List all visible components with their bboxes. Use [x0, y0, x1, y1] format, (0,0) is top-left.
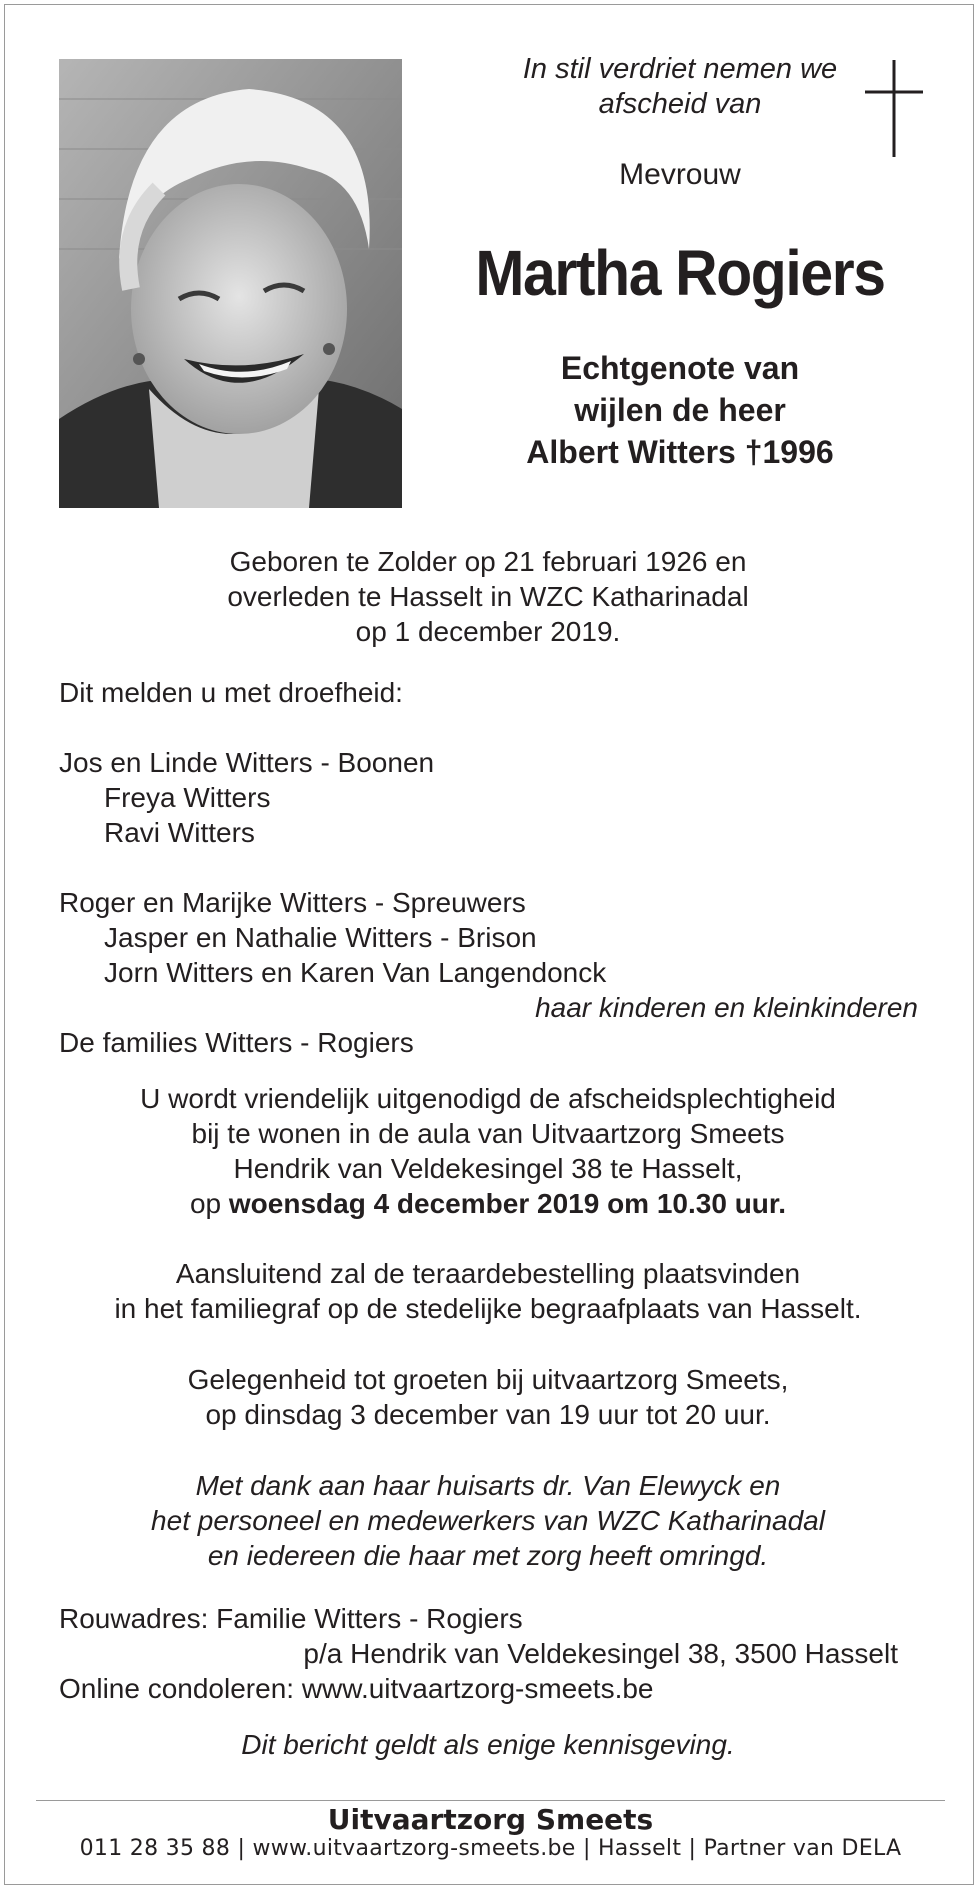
spouse-line: wijlen de heer: [574, 392, 786, 428]
family-member: Jos en Linde Witters - Boonen: [59, 747, 435, 778]
ceremony-date-bold: woensdag 4 december 2019 om 10.30 uur.: [228, 1188, 787, 1219]
greeting-line: op dinsdag 3 december van 19 uur tot 20 uur.: [205, 1399, 771, 1430]
address-line: Rouwadres: Familie Witters - Rogiers: [59, 1603, 523, 1634]
family-member: Jasper en Nathalie Witters - Brison: [104, 922, 537, 953]
announce-text: Dit melden u met droefheid:: [59, 677, 403, 708]
spouse-info: [430, 347, 930, 473]
footer-divider: [36, 1800, 945, 1801]
portrait-photo: [59, 59, 402, 508]
spouse-line: Echtgenote van: [560, 350, 800, 386]
intro-line: afscheid van: [598, 88, 762, 120]
thanks-line: en iedereen die haar met zorg heeft omringd.: [207, 1540, 769, 1571]
family-member: Roger en Marijke Witters - Spreuwers: [59, 887, 526, 918]
ceremony-line: bij te wonen in de aula van Uitvaartzorg Smeets: [191, 1118, 785, 1149]
deceased-name: Martha Rogiers: [475, 237, 885, 309]
relation-label: haar kinderen en kleinkinderen: [535, 992, 918, 1023]
intro-text: [430, 52, 930, 122]
burial-line: Aansluitend zal de teraardebestelling plaatsvinden: [175, 1258, 801, 1289]
notice-text: Dit bericht geldt als enige kennisgeving.: [241, 1729, 735, 1760]
thanks-line: het personeel en medewerkers van WZC Katharinadal: [151, 1505, 825, 1536]
spouse-line: Albert Witters †1996: [526, 434, 834, 470]
address-line: p/a Hendrik van Veldekesingel 38, 3500 Hasselt: [303, 1638, 898, 1669]
family-member: Freya Witters: [104, 782, 271, 813]
intro-line: In stil verdriet nemen we: [522, 53, 838, 85]
birth-death-info: [60, 544, 916, 649]
company-contact: 011 28 35 88 | www.uitvaartzorg-smeets.be | Hasselt | Partner van DELA: [79, 1836, 902, 1861]
family-member: Jorn Witters en Karen Van Langendonck: [104, 957, 607, 988]
birth-death-line: overleden te Hasselt in WZC Katharinadal: [227, 581, 749, 612]
birth-death-line: Geboren te Zolder op 21 februari 1926 en: [229, 546, 747, 577]
cross-icon: [865, 60, 925, 160]
burial-line: in het familiegraf op de stedelijke begraafplaats van Hasselt.: [114, 1293, 862, 1324]
ceremony-line: U wordt vriendelijk uitgenodigd de afscheidsplechtigheid: [140, 1083, 836, 1114]
ceremony-date: [60, 1186, 916, 1221]
thanks-line: Met dank aan haar huisarts dr. Van Elewyck en: [195, 1470, 781, 1501]
greeting-line: Gelegenheid tot groeten bij uitvaartzorg Smeets,: [187, 1364, 789, 1395]
company-name: Uitvaartzorg Smeets: [327, 1803, 654, 1836]
online-condolence: Online condoleren: www.uitvaartzorg-smeets.be: [59, 1673, 654, 1704]
families-line: De families Witters - Rogiers: [59, 1027, 414, 1058]
family-member: Ravi Witters: [104, 817, 255, 848]
ceremony-date-prefix: op: [189, 1188, 229, 1219]
ceremony-line: Hendrik van Veldekesingel 38 te Hasselt,: [233, 1153, 743, 1184]
honorific: Mevrouw: [619, 158, 741, 191]
birth-death-line: op 1 december 2019.: [355, 616, 621, 647]
